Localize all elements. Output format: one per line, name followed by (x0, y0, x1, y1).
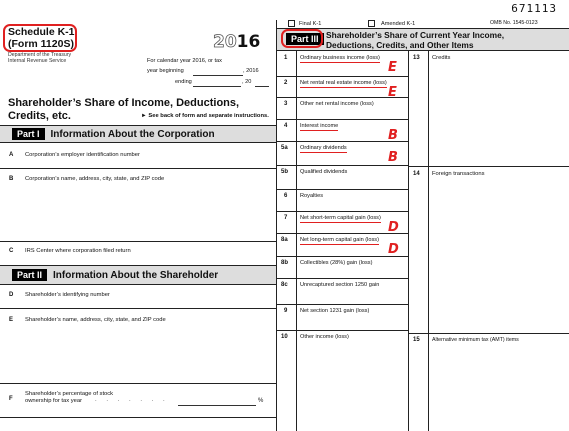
part3-title-line2: Deductions, Credits, and Other Items (326, 40, 474, 51)
row-f-divider (0, 417, 276, 418)
line-4-number: 4 (284, 123, 288, 129)
row-f-leader-dots: . . . . . . . (95, 397, 169, 403)
row-b-text: Corporation’s name, address, city, state, and ZIP code (25, 176, 165, 182)
row-f-text: Shareholder’s percentage of stock (25, 391, 114, 397)
line-3-amount-field[interactable] (297, 98, 407, 118)
line-14-text: Foreign transactions (432, 171, 485, 177)
line-8b-number: 8b (281, 260, 289, 266)
line-15-text: Alternative minimum tax (AMT) items (432, 337, 519, 343)
dept-treasury (8, 53, 71, 65)
row-f-letter: F (9, 396, 13, 402)
line-6-text: Royalties (300, 193, 324, 199)
row-d-letter: D (9, 292, 14, 298)
line-3-number: 3 (284, 101, 288, 107)
line-10-text: Other income (loss) (300, 334, 349, 340)
line-6-number: 6 (284, 193, 288, 199)
line-5b-amount-field[interactable] (297, 166, 407, 188)
calendar-year-text: For calendar year 2016, or tax (147, 58, 222, 64)
line-14-number: 14 (413, 171, 420, 177)
line-2-number: 2 (284, 80, 288, 86)
line-8b-text: Collectibles (28%) gain (loss) (300, 260, 373, 266)
row-c-letter: C (9, 248, 14, 254)
line-8a-annotation: D (388, 242, 399, 257)
line-15-number: 15 (413, 337, 420, 343)
line-14-15-divider (408, 333, 569, 334)
main-column-divider (276, 20, 277, 431)
omb-number: OMB No. 1545-0123 (490, 20, 538, 26)
line-2-annotation: E (388, 85, 397, 100)
ending-year-field[interactable] (255, 86, 269, 87)
line-8a-number: 8a (281, 237, 288, 243)
line-7-number: 7 (284, 215, 288, 221)
row-e-text: Shareholder’s name, address, city, state, and ZIP code (25, 317, 166, 323)
line-1-amount-field[interactable] (297, 52, 407, 75)
line-1-annotation: E (388, 60, 397, 75)
line-9-number: 9 (284, 308, 288, 314)
ending-field[interactable] (193, 86, 241, 87)
line-9-amount-field[interactable] (297, 305, 407, 329)
row-a-text: Corporation’s employer identification number (25, 152, 140, 158)
line-13-14-divider (408, 166, 569, 167)
row-f-text2: ownership for tax year (25, 398, 83, 404)
line-7-amount-field[interactable] (297, 212, 407, 232)
line-5a-text: Ordinary dividends (300, 145, 347, 151)
tax-year-suffix: 16 (236, 32, 261, 52)
ownership-percent-field[interactable] (178, 405, 256, 406)
year-beginning-field[interactable] (193, 75, 243, 76)
row-e-letter: E (9, 317, 14, 323)
line-1-number: 1 (284, 55, 288, 61)
part1-header (0, 125, 276, 143)
main-title-line1: Shareholder’s Share of Income, Deductions, (8, 97, 240, 109)
line-8b-amount-field[interactable] (297, 257, 407, 277)
form-title-highlight (3, 24, 77, 52)
final-k1-label: Final K-1 (299, 21, 322, 27)
amended-k1-label: Amended K-1 (381, 21, 416, 27)
ending-suffix: , 20 (242, 79, 252, 85)
line-9-text: Net section 1231 gain (loss) (300, 308, 370, 314)
year-beginning-label: year beginning (147, 68, 184, 74)
year-beginning-suffix: , 2016 (243, 68, 259, 74)
part3-label-highlight (281, 29, 323, 48)
part2-label: Part II (12, 269, 47, 281)
line-13-text: Credits (432, 55, 451, 61)
line-5b-text: Qualified dividends (300, 169, 348, 175)
line-4-annotation: B (388, 128, 398, 143)
line-4-amount-field[interactable] (297, 120, 407, 140)
part1-title: Information About the Corporation (50, 128, 215, 140)
row-c-text: IRS Center where corporation filed return (25, 248, 131, 254)
row-d-text: Shareholder’s identifying number (25, 292, 110, 298)
line-8a-amount-field[interactable] (297, 234, 407, 255)
row-b-letter: B (9, 176, 14, 182)
line-2-text: Net rental real estate income (loss) (300, 80, 387, 86)
main-title-line2: Credits, etc. (8, 110, 71, 123)
amended-k1-checkbox[interactable] (368, 20, 375, 27)
tax-year (213, 32, 260, 52)
row-f-percent: % (258, 398, 264, 404)
part2-header (0, 265, 276, 285)
line-1-text: Ordinary business income (loss) (300, 55, 380, 61)
line-7-text: Net short-term capital gain (loss) (300, 215, 381, 221)
line-5a-annotation: B (388, 150, 398, 165)
line-5a-amount-field[interactable] (297, 142, 407, 164)
ending-label: ending (175, 79, 192, 85)
part2-title: Information About the Shareholder (53, 269, 219, 281)
dept-line2: Internal Revenue Service (8, 57, 67, 64)
form-title-line2: (Form 1120S) (8, 37, 74, 50)
part3-label: Part III (286, 33, 324, 45)
line-7-annotation: D (388, 220, 399, 235)
line-8a-text: Net long-term capital gain (loss) (300, 237, 379, 243)
row-d-divider (0, 308, 276, 309)
right-number-column-divider (428, 51, 429, 431)
line-5b-number: 5b (281, 169, 289, 175)
part3-title (326, 30, 504, 50)
line-2-amount-field[interactable] (297, 77, 407, 96)
form-id-number: 671113 (511, 2, 557, 15)
line-6-amount-field[interactable] (297, 190, 407, 210)
right-column-divider (408, 51, 409, 431)
tax-year-prefix: 20 (213, 32, 237, 52)
line-5a-number: 5a (281, 145, 288, 151)
row-a-divider (0, 168, 276, 169)
line-8c-text: Unrecaptured section 1250 gain (300, 282, 380, 288)
line-8c-number: 8c (281, 282, 288, 288)
line-4-text: Interest income (300, 123, 339, 129)
see-back-note: ► See back of form and separate instructions. (141, 113, 269, 119)
row-a-letter: A (9, 152, 14, 158)
line-10-amount-field[interactable] (297, 331, 407, 430)
row-e-divider (0, 383, 276, 384)
main-title (8, 97, 239, 123)
form-title-line1: Schedule K-1 (8, 26, 75, 38)
final-k1-checkbox[interactable] (288, 20, 295, 27)
line-8c-amount-field[interactable] (297, 279, 407, 303)
line-13-number: 13 (413, 55, 420, 61)
part3-title-line1: Shareholder’s Share of Current Year Income, (326, 30, 505, 40)
line-3-text: Other net rental income (loss) (300, 101, 374, 107)
row-b-divider (0, 241, 276, 242)
line-10-number: 10 (281, 334, 288, 340)
part1-label: Part I (12, 128, 45, 140)
dept-line1: Department of the Treasury (8, 52, 72, 58)
